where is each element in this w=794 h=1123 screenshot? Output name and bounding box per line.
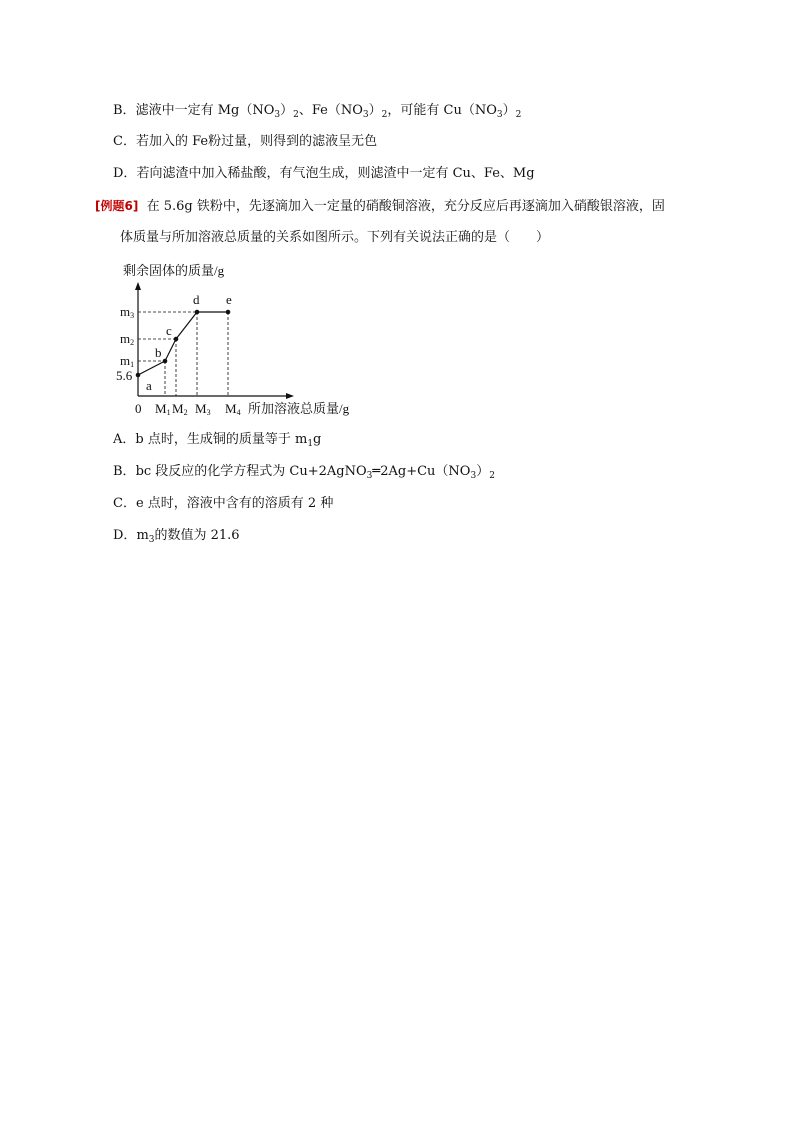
y-tick-m1: m1 (120, 353, 135, 369)
point-label-d: d (193, 292, 200, 307)
point-e (226, 310, 231, 315)
point-label-e: e (226, 292, 232, 307)
y-tick-m3: m3 (120, 304, 135, 320)
segment-cd (176, 312, 197, 339)
graph-segments (138, 312, 228, 375)
point-d (195, 310, 200, 315)
point-c (174, 337, 179, 342)
option-d-prev: D．若向滤渣中加入稀盐酸，有气泡生成，则滤渣中一定有 Cu、Fe、Mg (113, 166, 535, 181)
mass-graph (108, 262, 408, 430)
graph-points (136, 310, 231, 378)
example-stem-line1: [例题6] 在 5.6g 铁粉中，先逐滴加入一定量的硝酸铜溶液，充分反应后再逐滴加入硝酸银溶液，固 (95, 199, 665, 214)
point-label-b: b (155, 345, 162, 360)
option-b-prev: B．滤液中一定有 $Mg(NO_3)_2$、$Fe(NO_3)_2$，可能有 $Cu(NO_3)_2$ (113, 103, 522, 120)
y-tick-5-6: 5.6 (116, 368, 133, 383)
point-b (163, 359, 168, 364)
segment-ab (138, 361, 165, 375)
origin-label: 0 (135, 401, 142, 416)
x-tick-M1: M1 (155, 401, 171, 417)
y-axis-label: 剩余固体的质量/g (123, 263, 225, 278)
x-tick-M4: M4 (225, 401, 241, 417)
point-a (136, 373, 141, 378)
option-a: A．b 点时，生成铜的质量等于 $m_1g$ (113, 432, 322, 449)
option-b: B．bc 段反应的化学方程式为 $Cu+2AgNO_3═2Ag+Cu(NO_3)_2$ (113, 464, 495, 481)
y-axis-arrow-icon (135, 282, 141, 290)
graph-labels (116, 292, 350, 417)
point-label-c: c (166, 323, 172, 338)
segment-bc (165, 339, 176, 361)
option-d: D．$m_3$的数值为 21.6 (113, 528, 240, 545)
option-c-prev: C．若加入的 Fe粉过量，则得到的滤液呈无色 (113, 134, 378, 149)
option-c: C．e 点时，溶液中含有的溶质有 2 种 (113, 496, 334, 511)
x-axis-arrow-icon (286, 393, 294, 399)
x-axis-label: 所加溶液总质量/g (248, 401, 350, 416)
x-tick-M3: M3 (195, 401, 211, 417)
y-tick-m2: m2 (120, 331, 135, 347)
x-tick-M2: M2 (172, 401, 188, 417)
example-stem-line2: 体质量与所加溶液总质量的关系如图所示。下列有关说法正确的是（ ） (120, 230, 550, 245)
example-tag: [例题6] (95, 199, 139, 213)
point-label-a: a (146, 378, 152, 393)
